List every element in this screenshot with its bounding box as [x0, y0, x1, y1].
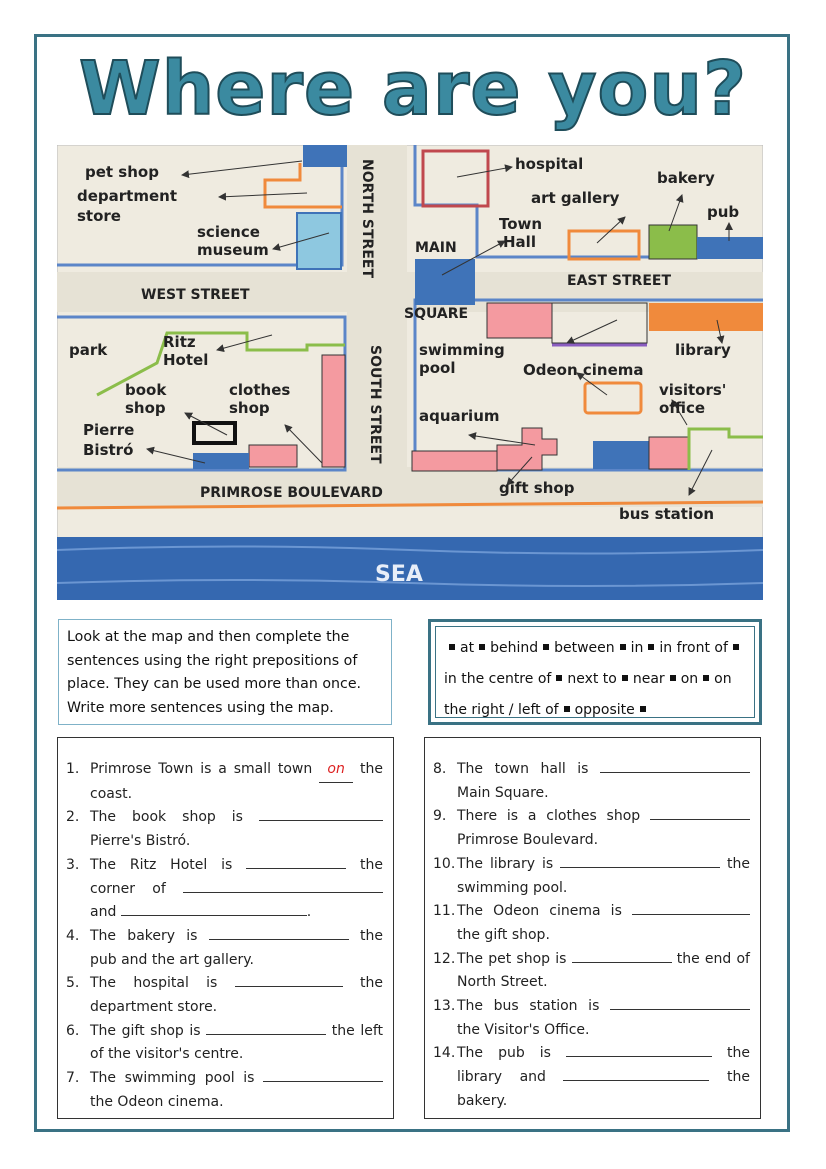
label-bus-station: bus station	[619, 505, 715, 523]
exercise-4: 4. The bakery is the pub and the art gallery.	[66, 925, 383, 972]
answer-blank[interactable]	[235, 972, 343, 987]
exercise-2: 2. The book shop is Pierre's Bistró.	[66, 806, 383, 853]
answer-blank[interactable]	[560, 853, 720, 868]
exercise-8: 8. The town hall is Main Square.	[433, 758, 750, 805]
exercise-1: 1. Primrose Town is a small town on the coast.	[66, 758, 383, 806]
exercise-3: 3. The Ritz Hotel is the corner of and .	[66, 854, 383, 925]
label-hall: Hall	[503, 233, 536, 251]
bullet-square-icon	[479, 644, 485, 650]
exercises-left	[57, 737, 394, 1119]
bullet-square-icon	[620, 644, 626, 650]
bullet-square-icon	[556, 675, 562, 681]
bullet-square-icon	[648, 644, 654, 650]
preposition-item: near	[632, 671, 665, 687]
label-clothes-shop: shop	[229, 399, 270, 417]
label-east-street: EAST STREET	[567, 273, 671, 289]
label-clothes: clothes	[229, 381, 291, 399]
label-pet-shop: pet shop	[85, 163, 159, 181]
town-map	[57, 145, 763, 600]
label-pool: pool	[419, 359, 456, 377]
label-north-street: NORTH STREET	[359, 159, 375, 278]
exercise-9: 9. There is a clothes shop Primrose Boulevard.	[433, 805, 750, 852]
page-title: Where are you?	[78, 46, 747, 132]
label-hotel: Hotel	[163, 351, 209, 369]
answer-blank[interactable]	[183, 878, 383, 893]
label-department: department	[77, 187, 177, 205]
swimming-pool-building	[487, 303, 552, 338]
label-ritz: Ritz	[163, 333, 196, 351]
bullet-square-icon	[703, 675, 709, 681]
label-south-street: SOUTH STREET	[367, 345, 383, 464]
library-building	[649, 303, 763, 331]
preposition-item: behind	[490, 640, 539, 656]
preposition-item: in	[630, 640, 644, 656]
label-bakery: bakery	[657, 169, 715, 187]
answer-blank[interactable]	[259, 806, 383, 821]
preposition-item: in the centre of	[444, 671, 552, 687]
preposition-item: between	[554, 640, 615, 656]
answer-blank[interactable]	[650, 805, 750, 820]
bakery-building	[649, 225, 697, 259]
label-book: book	[125, 381, 167, 399]
label-odeon: Odeon cinema	[523, 361, 644, 379]
bullet-square-icon	[670, 675, 676, 681]
answer-blank[interactable]	[263, 1067, 383, 1082]
label-bistro: Bistró	[83, 441, 134, 459]
label-park: park	[69, 341, 108, 359]
label-hospital: hospital	[515, 155, 584, 173]
clothes-shop-building	[322, 355, 345, 467]
label-science: science	[197, 223, 260, 241]
label-primrose-boulevard: PRIMROSE BOULEVARD	[200, 485, 383, 501]
exercise-11: 11. The Odeon cinema is the gift shop.	[433, 900, 750, 947]
exercise-10: 10. The library is the swimming pool.	[433, 853, 750, 900]
label-book-shop: shop	[125, 399, 166, 417]
answer-blank[interactable]	[121, 901, 307, 916]
pet-shop-building	[303, 145, 347, 167]
answer-blank[interactable]	[632, 900, 750, 915]
town-hall-building	[415, 259, 475, 305]
exercise-14: 14. The pub is the library and the bakery.	[433, 1042, 750, 1113]
aquarium-building	[412, 451, 497, 471]
bistro-building	[193, 453, 249, 469]
answer-blank[interactable]	[566, 1042, 712, 1057]
label-pierre: Pierre	[83, 421, 135, 439]
label-sea: SEA	[375, 562, 423, 587]
bullet-square-icon	[640, 706, 646, 712]
visitors-office-building	[593, 441, 649, 469]
preposition-item: on the right / left of	[444, 671, 732, 718]
exercises-right	[424, 737, 761, 1119]
preposition-item: next to	[567, 671, 617, 687]
bullet-square-icon	[622, 675, 628, 681]
preposition-item: opposite	[574, 702, 635, 718]
label-museum: museum	[197, 241, 269, 259]
exercise-6: 6. The gift shop is the left of the visitor's centre.	[66, 1020, 383, 1067]
exercise-7: 7. The swimming pool is the Odeon cinema.	[66, 1067, 383, 1114]
label-town: Town	[499, 215, 543, 233]
label-west-street: WEST STREET	[141, 287, 250, 303]
answer-field[interactable]: on	[319, 758, 353, 783]
answer-blank[interactable]	[563, 1066, 709, 1081]
label-aquarium: aquarium	[419, 407, 500, 425]
bullet-square-icon	[733, 644, 739, 650]
label-main: MAIN	[415, 240, 457, 256]
bullet-square-icon	[543, 644, 549, 650]
prepositions-list	[435, 626, 755, 718]
exercise-5: 5. The hospital is the department store.	[66, 972, 383, 1019]
answer-blank[interactable]	[610, 995, 750, 1010]
exercise-12: 12. The pet shop is the end of North Street.	[433, 948, 750, 995]
exercise-13: 13. The bus station is the Visitor's Office.	[433, 995, 750, 1042]
pub-building	[697, 237, 763, 259]
label-visitors: visitors'	[659, 381, 727, 399]
instructions-box: Look at the map and then complete the sentences using the right prepositions of place. They can be used more than once. Write more sentences using the map.	[58, 619, 392, 725]
label-office: office	[659, 399, 706, 417]
label-art-gallery: art gallery	[531, 189, 620, 207]
science-museum-building	[297, 213, 341, 269]
answer-blank[interactable]	[572, 948, 672, 963]
bullet-square-icon	[449, 644, 455, 650]
prepositions-box	[428, 619, 762, 725]
preposition-item: at	[460, 640, 475, 656]
answer-blank[interactable]	[600, 758, 750, 773]
answer-blank[interactable]	[209, 925, 349, 940]
label-gift-shop: gift shop	[499, 479, 575, 497]
label-library: library	[675, 341, 731, 359]
label-swimming: swimming	[419, 341, 505, 359]
answer-blank[interactable]	[246, 854, 346, 869]
label-store: store	[77, 207, 121, 225]
label-pub: pub	[707, 203, 740, 221]
preposition-item: on	[680, 671, 699, 687]
bullet-square-icon	[564, 706, 570, 712]
preposition-item: in front of	[659, 640, 728, 656]
label-square: SQUARE	[404, 306, 469, 322]
answer-blank[interactable]	[206, 1020, 326, 1035]
